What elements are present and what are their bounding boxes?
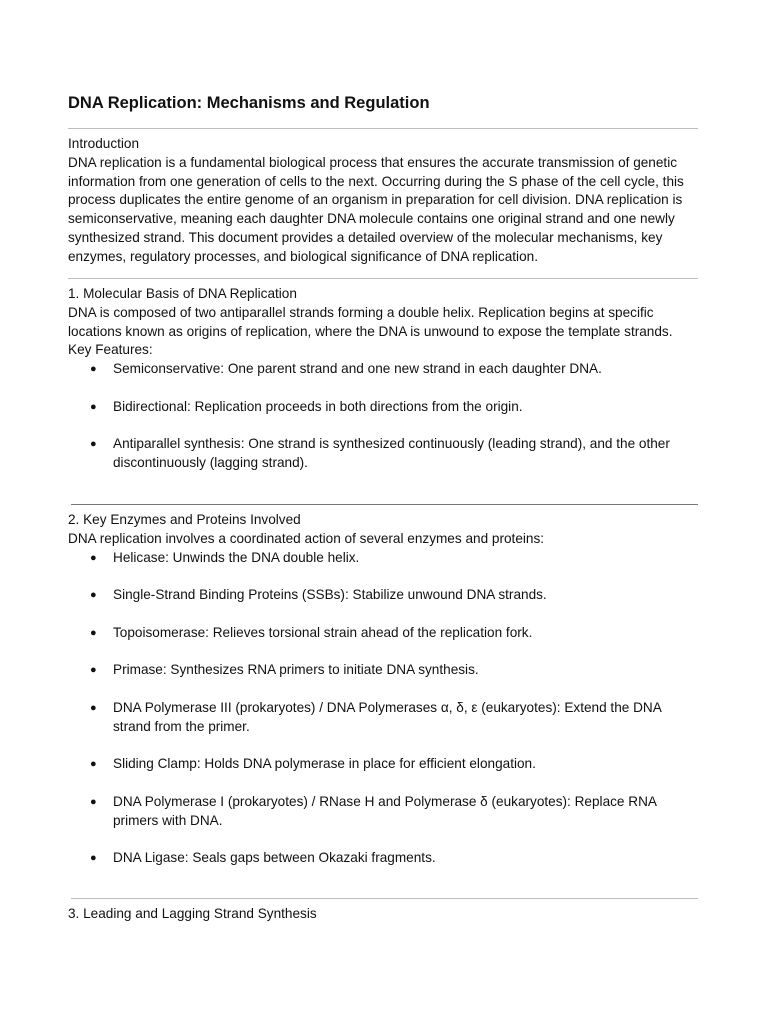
section-2-heading: 2. Key Enzymes and Proteins Involved [68, 512, 301, 527]
key-features-list [68, 360, 698, 473]
list-item-text: DNA Ligase: Seals gaps between Okazaki fragments. [113, 850, 436, 866]
list-item [68, 755, 698, 774]
bullet-icon: ● [90, 852, 97, 865]
bullet-icon: ● [90, 795, 97, 808]
document-title: DNA Replication: Mechanisms and Regulation [68, 94, 430, 112]
bullet-icon: ● [90, 589, 97, 602]
list-item-text: DNA Polymerase I (prokaryotes) / RNase H and Polymerase δ (eukaryotes): Replace RNA primers with DNA. [113, 793, 657, 828]
list-item [68, 661, 698, 680]
divider [71, 504, 698, 505]
bullet-icon: ● [90, 664, 97, 677]
list-item-text: Topoisomerase: Relieves torsional strain ahead of the replication fork. [113, 624, 533, 640]
intro-section [68, 135, 698, 267]
list-item [68, 435, 698, 473]
list-item-text: DNA Polymerase III (prokaryotes) / DNA Polymerases α, δ, ε (eukaryotes): Extend the DNA strand from the primer. [113, 699, 662, 734]
intro-body: DNA replication is a fundamental biological process that ensures the accurate transmission of genetic information from one generation of cells to the next. Occurring during the S phase of the cell cycle, this process duplicates the entire genome of an organism in preparation for cell division. DNA replication is semiconservative, meaning each daughter DNA molecule contains one original strand and one newly synthesized strand. This document provides a detailed overview of the molecular mechanisms, key enzymes, regulatory processes, and biological significance of DNA replication. [68, 154, 684, 264]
bullet-icon: ● [90, 400, 97, 413]
list-item [68, 398, 698, 417]
list-item [68, 699, 698, 737]
intro-heading: Introduction [68, 136, 140, 151]
list-item-text: Semiconservative: One parent strand and one new strand in each daughter DNA. [113, 361, 602, 377]
list-item [68, 793, 698, 831]
list-item-text: Single-Strand Binding Proteins (SSBs): Stabilize unwound DNA strands. [113, 587, 547, 603]
list-item-text: Primase: Synthesizes RNA primers to initiate DNA synthesis. [113, 662, 479, 678]
section-2-body: DNA replication involves a coordinated action of several enzymes and proteins: [68, 530, 545, 546]
section-3 [68, 905, 698, 924]
enzymes-list [68, 549, 698, 869]
list-item [68, 624, 698, 643]
section-2 [68, 511, 698, 868]
list-item-text: Antiparallel synthesis: One strand is synthesized continuously (leading strand), and the other discontinuously (lagging strand). [113, 436, 670, 471]
section-1-heading: 1. Molecular Basis of DNA Replication [68, 286, 297, 301]
section-1-body: DNA is composed of two antiparallel strands forming a double helix. Replication begins at specific locations known as origins of replication, where the DNA is unwound to expose the template strands. [68, 304, 673, 339]
list-item-text: Sliding Clamp: Holds DNA polymerase in place for efficient elongation. [113, 756, 536, 772]
divider [71, 898, 698, 899]
bullet-icon: ● [90, 438, 97, 451]
bullet-icon: ● [90, 363, 97, 376]
list-item [68, 586, 698, 605]
section-1 [68, 285, 698, 473]
divider [68, 278, 698, 279]
bullet-icon: ● [90, 626, 97, 639]
bullet-icon: ● [90, 551, 97, 564]
divider [68, 128, 698, 129]
list-item-text: Helicase: Unwinds the DNA double helix. [113, 549, 360, 565]
list-item-text: Bidirectional: Replication proceeds in both directions from the origin. [113, 398, 523, 414]
list-item [68, 549, 698, 568]
bullet-icon: ● [90, 758, 97, 771]
key-features-label: Key Features: [68, 342, 153, 358]
list-item [68, 360, 698, 379]
section-3-heading: 3. Leading and Lagging Strand Synthesis [68, 906, 317, 921]
list-item [68, 849, 698, 868]
bullet-icon: ● [90, 701, 97, 714]
